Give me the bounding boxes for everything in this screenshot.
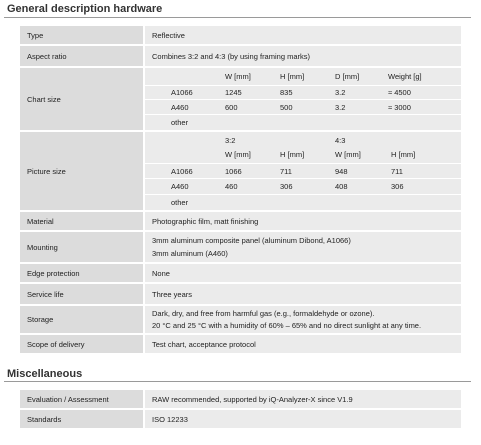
row-label: Storage [20,306,143,333]
row-label: Evaluation / Assessment [20,390,143,408]
model-name: A1066 [171,167,193,176]
table-row-storage [20,306,461,333]
row-label: Picture size [20,132,143,210]
value-line: 3mm aluminum composite panel (aluminum Dibond, A1066) [152,236,351,245]
row-value: RAW recommended, supported by iQ-Analyzer-X since V1.9 [145,390,461,408]
table-cell: 1066 [225,167,242,176]
table-cell: 306 [280,182,293,191]
table-cell: ≈ 3000 [388,103,411,112]
model-name: A1066 [171,88,193,97]
table-row-mounting [20,232,461,262]
table-cell: 3.2 [335,88,346,97]
column-header: H [mm] [280,150,305,159]
table-cell: 3.2 [335,103,346,112]
section-title-hardware: General description hardware [7,3,163,15]
picture-size-subtable [145,132,461,210]
model-name: other [171,118,189,127]
table-cell: 948 [335,167,348,176]
table-cell: 408 [335,182,348,191]
model-name: A460 [171,103,189,112]
row-label: Mounting [20,232,143,262]
value-line: 3mm aluminum (A460) [152,249,228,258]
row-value: Combines 3:2 and 4:3 (by using framing marks) [145,46,461,66]
row-value: Reflective [145,26,461,44]
row-label: Service life [20,284,143,304]
column-header: Weight [g] [388,72,422,81]
column-header: D [mm] [335,72,360,81]
table-cell: ≈ 4500 [388,88,411,97]
model-name: A460 [171,182,189,191]
table-row-type [20,26,461,44]
table-cell: 460 [225,182,238,191]
table-row-picture-size [20,132,461,210]
row-value [145,232,461,262]
table-row-chart-size [20,68,461,130]
table-row-standards [20,410,461,428]
column-header: W [mm] [225,72,251,81]
table-cell: 835 [280,88,293,97]
row-label: Scope of delivery [20,335,143,353]
table-row-scope-of-delivery [20,335,461,353]
model-name: other [171,198,189,207]
row-label: Material [20,212,143,230]
table-row-edge-protection [20,264,461,282]
column-header: W [mm] [225,150,251,159]
section-title-miscellaneous: Miscellaneous [7,368,83,380]
table-row-aspect-ratio [20,46,461,66]
column-header: W [mm] [335,150,361,159]
ratio-header: 4:3 [335,136,346,145]
table-row-evaluation [20,390,461,408]
table-cell: 711 [280,167,292,176]
row-label: Chart size [20,68,143,130]
ratio-header: 3:2 [225,136,236,145]
section-divider [4,381,471,382]
row-label: Type [20,26,143,44]
table-cell: 711 [391,167,403,176]
table-cell: 500 [280,103,293,112]
table-cell: 306 [391,182,404,191]
row-value: Photographic film, matt finishing [145,212,461,230]
row-value: ISO 12233 [145,410,461,428]
column-header: H [mm] [391,150,416,159]
table-row-material [20,212,461,230]
value-line: 20 °C and 25 °C with a humidity of 60% – 65% and no direct sunlight at any time. [152,321,422,330]
row-value [145,306,461,333]
chart-size-subtable [145,68,461,130]
table-cell: 1245 [225,88,242,97]
table-cell: 600 [225,103,238,112]
value-line: Dark, dry, and free from harmful gas (e.g., formaldehyde or ozone). [152,309,375,318]
row-value: Test chart, acceptance protocol [145,335,461,353]
table-row-service-life [20,284,461,304]
row-label: Aspect ratio [20,46,143,66]
section-divider [4,17,471,18]
row-label: Edge protection [20,264,143,282]
row-value: Three years [145,284,461,304]
row-value: None [145,264,461,282]
row-label: Standards [20,410,143,428]
column-header: H [mm] [280,72,305,81]
